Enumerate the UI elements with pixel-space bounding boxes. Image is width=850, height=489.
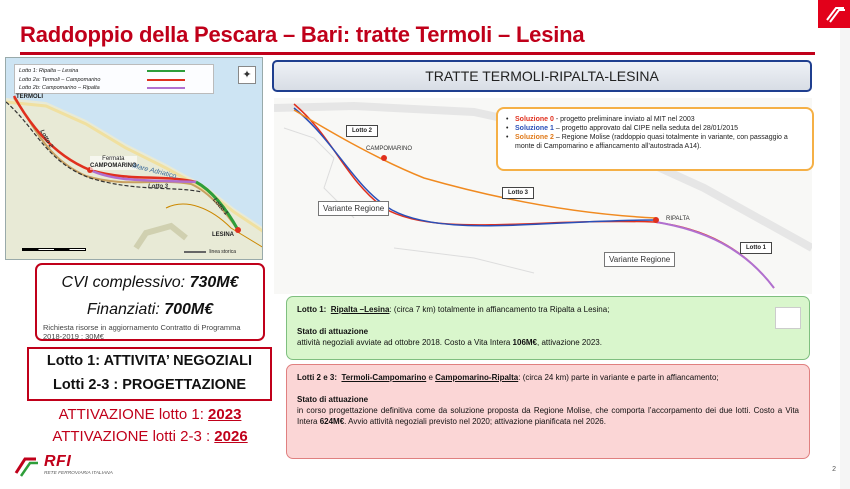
legend-swatch [147,79,185,81]
rfi-logo [12,451,142,481]
cvi-complessivo: CVI complessivo: 730M€ [61,274,239,291]
label-variante-regione-2: Variante Regione [604,252,675,267]
rfi-subtitle: RETE FERROVIARIA ITALIANA [44,471,113,476]
fs-logo-icon [818,0,850,28]
placeholder-box [775,307,801,329]
label-lotto1: Lotto 1 [740,242,772,254]
rfi-name: RFI [44,453,72,470]
stato-box [27,347,272,401]
label-lotto3: Lotto 3 [502,187,534,199]
map-overview [5,57,263,260]
stato-lotti23: Lotti 2-3 : PROGETTAZIONE [52,377,247,393]
label-lotto2: Lotto 2 [346,125,378,137]
map-scale [22,248,86,251]
legend-row: Lotto 2b: Campomarino – Ripalta [19,84,209,93]
stato-lotto1: Lotto 1: ATTIVITA’ NEGOZIALI [46,353,253,369]
compass-rose-icon: ✦ [238,66,256,84]
right-stripe [840,28,850,489]
lotto1-stato-head: Stato di attuazione [297,327,369,336]
legend-swatch [147,70,185,72]
attivazione-lotto1: ATTIVAZIONE lotto 1: 2023 [58,406,242,423]
lotto23-desc: Lotti 2 e 3: Termoli-Campomarino e Campomarino-Ripalta: (circa 24 km) parte in variante e parte in affiancamento; [297,373,719,382]
legend-linea-storica: linea storica [184,249,236,255]
cvi-note: Richiesta risorse in aggiornamento Contratto di Programma 2018-2019 : 30M€ [43,323,241,341]
rfi-mark-icon [12,451,40,479]
label-mare: Mare Adriatico [131,162,178,181]
label-lotto3: Lotto 3 [148,184,168,190]
soluzione-0: • Soluzione 0 - progetto preliminare inviato al MIT nel 2003 [506,116,695,123]
page-title: Raddoppio della Pescara – Bari: tratte Termoli – Lesina [20,22,585,47]
cvi-finanziati: Finanziati: 700M€ [86,301,214,318]
page-number: 2 [832,466,836,473]
soluzione-2: • Soluzione 2 – Regione Molise (raddoppio quasi totalmente in variante, con passaggio a monte di Campomarino e affiancamento all’autostrada A14). [506,134,788,150]
tratte-title-bar: TRATTE TERMOLI-RIPALTA-LESINA [272,60,812,92]
title-rule [20,52,815,55]
label-termoli: TERMOLI [16,94,43,100]
label-lesina: LESINA [212,232,235,238]
label-lotto2: Lotto 2 [38,128,54,150]
label-variante-regione: Variante Regione [318,201,389,216]
lotto1-desc: Lotto 1: Ripalta –Lesina: (circa 7 km) totalmente in affiancamento tra Ripalta a Lesina; [297,305,610,314]
lotto1-stato-text: attività negoziali avviate ad ottobre 2018. Costo a Vita Intera 106M€, attivazione 2023. [297,338,602,347]
label-ripalta: RIPALTA [666,216,690,222]
legend-row: Lotto 1: Ripalta – Lesina [19,67,209,76]
cvi-box [35,263,265,341]
lotto1-box [286,296,810,360]
label-lotto1: Lotto 1 [211,197,229,217]
lotto23-stato-text: in corso progettazione definitiva come da soluzione proposta da Regione Molise, che comporta l’accorpamento dei due lotti. Costo a Vita Intera 624M€. Avvio attività negoziali previsto nel 2020; attivazione pianificata nel 2026. [297,406,799,426]
map-legend [14,64,214,94]
lotto23-box [286,364,810,459]
label-fermata: Fermata CAMPOMARINO [90,156,137,169]
legend-swatch [147,87,185,89]
legend-row: Lotto 2a: Termoli – Campomarino [19,76,209,85]
label-campomarino: CAMPOMARINO [366,146,413,152]
soluzioni-box [496,107,814,171]
attivazione-lotti23: ATTIVAZIONE lotti 2-3 : 2026 [52,428,248,445]
lotto23-stato-head: Stato di attuazione [297,395,369,404]
soluzione-1: • Soluzione 1 – progetto approvato dal CIPE nella seduta del 28/01/2015 [506,125,738,132]
